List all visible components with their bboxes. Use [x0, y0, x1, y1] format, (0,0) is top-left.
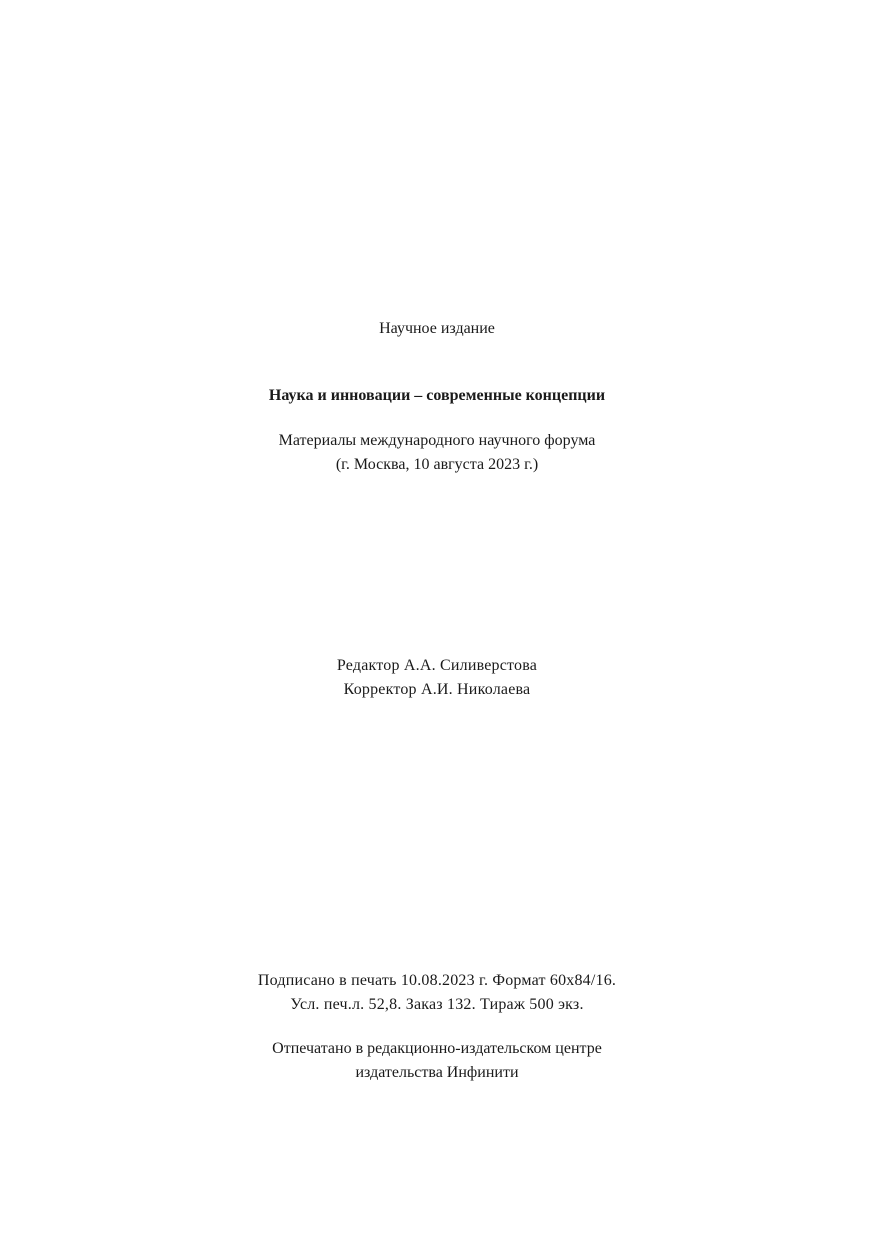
- print-info-line-2: Усл. печ.л. 52,8. Заказ 132. Тираж 500 экз.: [290, 996, 584, 1013]
- book-title: Наука и инновации – современные концепции: [268, 387, 606, 404]
- editor-credit: Редактор А.А. Силиверстова: [336, 657, 538, 674]
- subtitle-line-1: Материалы международного научного форума: [278, 432, 596, 449]
- printer-line-1: Отпечатано в редакционно-издательском центре: [272, 1040, 602, 1057]
- print-info-line-1: Подписано в печать 10.08.2023 г. Формат 60х84/16.: [257, 972, 617, 989]
- printer-line-2: издательства Инфинити: [355, 1064, 519, 1081]
- proofreader-credit: Корректор А.И. Николаева: [343, 681, 531, 698]
- edition-type: Научное издание: [379, 320, 495, 337]
- subtitle-line-2: (г. Москва, 10 августа 2023 г.): [335, 456, 539, 473]
